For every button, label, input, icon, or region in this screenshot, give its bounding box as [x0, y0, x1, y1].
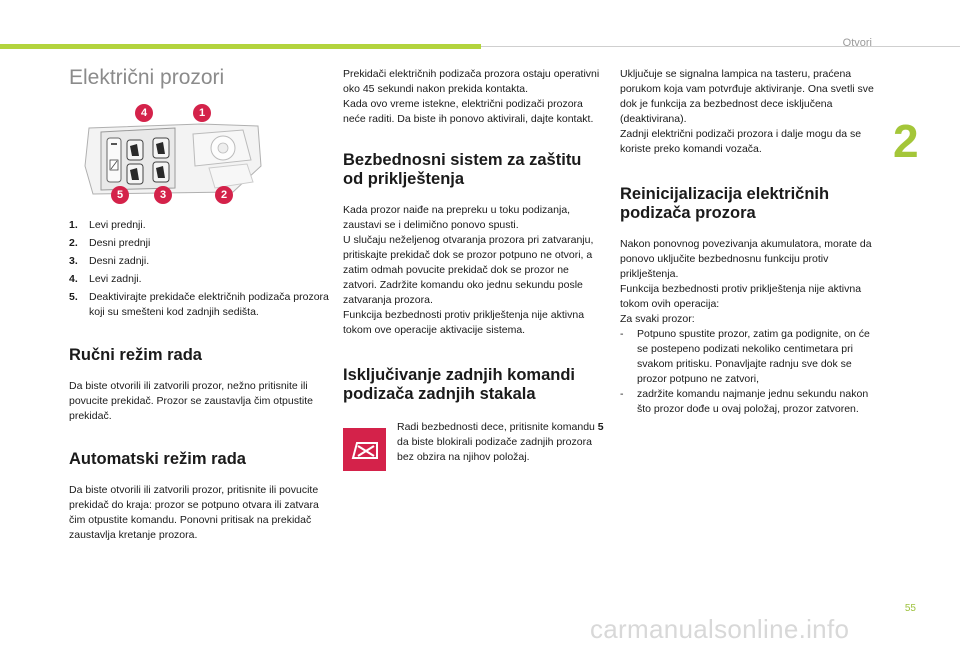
automatic-mode-text: Da biste otvorili ili zatvorili prozor, pritisnite ili povucite prekidač do kraja: prozor se potpuno otvara ili zatvara čim otpustite komandu. Ponovni pritisak na prekidač zaustavlja kretanje prozora.	[69, 484, 319, 541]
header-accent-bar	[0, 44, 481, 49]
reinit-heading: Reinicijalizacija električnih podizača prozora	[620, 185, 830, 222]
page-title: Električni prozori	[69, 66, 225, 89]
timeout-text-2: Kada ovo vreme istekne, električni podizači prozora neće raditi. Da biste ih ponovo aktivirali, dajte kontakt.	[343, 98, 594, 125]
callout-5: 5	[111, 186, 129, 204]
list-item: 5. Deaktivirajte prekidače električnih podizača prozora koji su smešteni kod zadnjih sedišta.	[69, 291, 329, 318]
column-left	[69, 64, 329, 543]
page-number: 55	[904, 603, 916, 614]
list-item: 1. Levi prednji.	[69, 219, 146, 231]
switch-legend	[69, 218, 329, 320]
anti-pinch-heading: Bezbednosni sistem za zaštitu od priklještenja	[343, 151, 582, 188]
chapter-number: 2	[893, 115, 919, 167]
section-name: Otvori	[842, 37, 872, 49]
manual-mode-heading: Ručni režim rada	[69, 346, 202, 364]
reinit-text-3: Za svaki prozor:	[620, 313, 695, 325]
anti-pinch-text-1: Kada prozor naiđe na prepreku u toku podizanja, zaustavi se i delimično ponovo spusti.	[343, 204, 571, 231]
driver-control-text: Zadnji električni podizači prozora i dalje mogu da se koriste preko komandi vozača.	[620, 128, 862, 155]
callout-4: 4	[135, 104, 153, 122]
list-item: 4. Levi zadnji.	[69, 273, 142, 285]
rear-disable-block	[343, 420, 605, 471]
rear-disable-heading: Isključivanje zadnjih komandi podizača zadnjih stakala	[343, 366, 575, 403]
column-middle	[343, 67, 605, 471]
anti-pinch-text-2: U slučaju neželjenog otvaranja prozora pri zatvaranju, pritiskajte prekidač dok se prozor potpuno ne otvori, a zatim odmah povucite prekidač dok se prozor ne zatvori. Zadržite komandu oko jednu sekundu posle zatvaranja prozora.	[343, 234, 594, 306]
list-item: - zadržite komandu najmanje jednu sekundu nakon što prozor dođe u ovaj položaj, prozor zatvoren.	[620, 388, 869, 415]
header-rule	[481, 46, 960, 47]
callout-2: 2	[215, 186, 233, 204]
column-right	[620, 67, 882, 417]
indicator-text: Uključuje se signalna lampica na tasteru, praćena porukom koja vam potvrđuje aktiviranje. Ona svetli sve dok je funkcija za bezbednost dece isključena (deaktivirana).	[620, 68, 874, 125]
list-item: 2. Desni prednji	[69, 237, 151, 249]
timeout-text: Prekidači električnih podizača prozora ostaju operativni oko 45 sekundi nakon prekida kontakta.	[343, 68, 600, 95]
watermark: carmanualsonline.info	[590, 614, 850, 644]
manual-mode-text: Da biste otvorili ili zatvorili prozor, nežno pritisnite ili povucite prekidač. Prozor se zaustavlja čim otpustite prekidač.	[69, 380, 313, 422]
list-item: 3. Desni zadnji.	[69, 255, 150, 267]
window-lock-icon	[343, 428, 386, 471]
list-item: - Potpuno spustite prozor, zatim ga podignite, on će se postepeno podizati nekoliko centimetara pri svakom pritisku. Ponavljajte radnju sve dok se prozor potpuno ne zatvori,	[620, 328, 870, 385]
reinit-text-1: Nakon ponovnog povezivanja akumulatora, morate da ponovo uključite bezbednosnu funkciju protiv priklještenja.	[620, 238, 872, 280]
callout-3: 3	[154, 186, 172, 204]
door-panel-drawing	[83, 106, 263, 202]
anti-pinch-text-3: Funkcija bezbednosti protiv priklještenja nije aktivna tokom ove operacije aktivacije sistema.	[343, 309, 585, 336]
callout-1: 1	[193, 104, 211, 122]
reinit-text-2: Funkcija bezbednosti protiv priklještenja nije aktivna tokom ovih operacija:	[620, 283, 862, 310]
rear-disable-text: Radi bezbednosti dece, pritisnite komandu 5 da biste blokirali podizače zadnjih prozora bez obzira na njihov položaj.	[397, 421, 604, 463]
window-switch-illustration	[83, 106, 263, 202]
automatic-mode-heading: Automatski režim rada	[69, 450, 246, 468]
